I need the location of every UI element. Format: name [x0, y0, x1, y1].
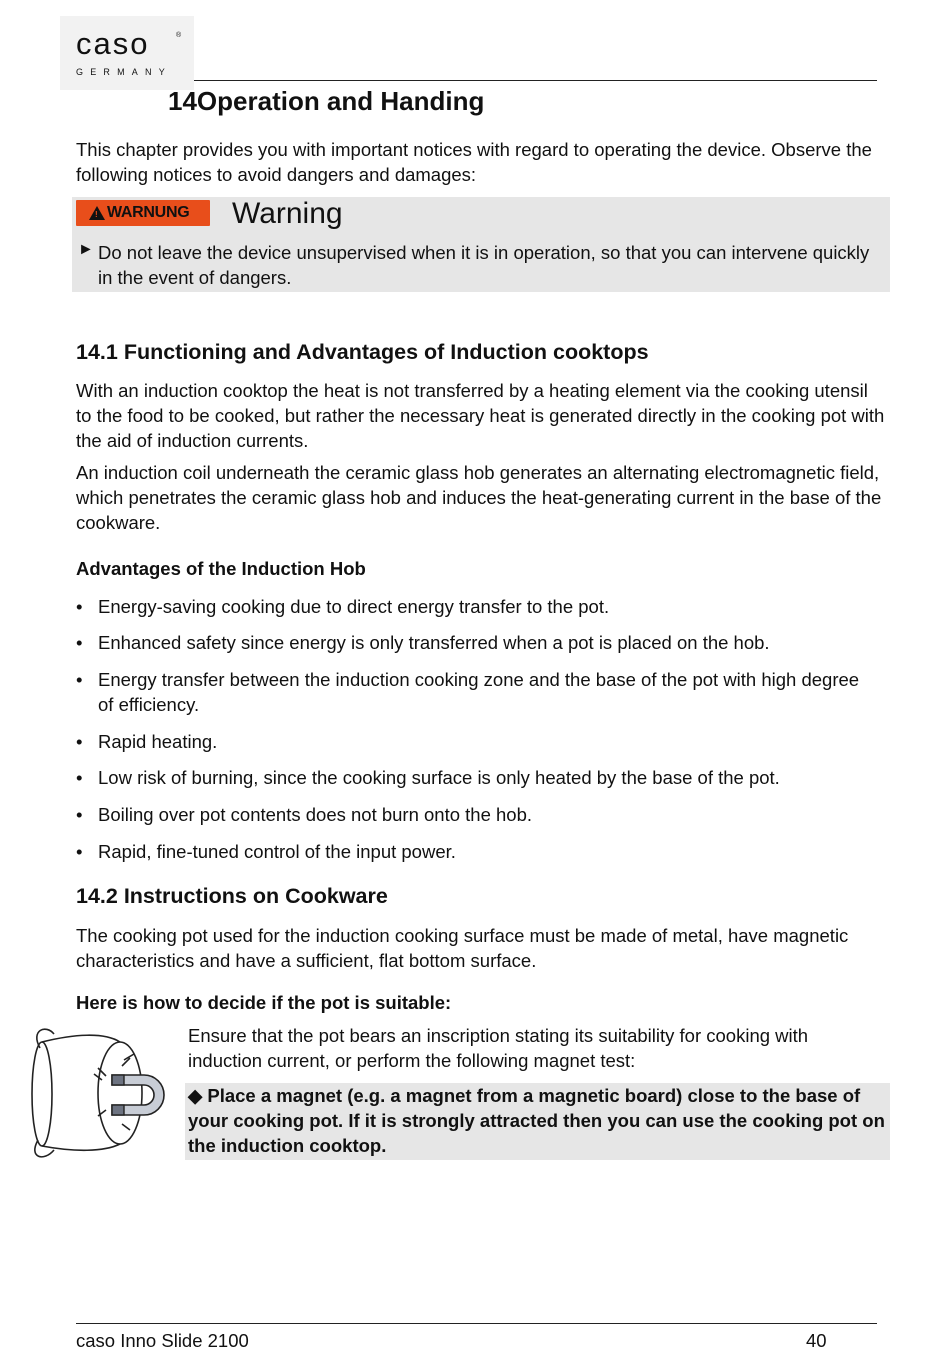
- section-title-14-1: 14.1 Functioning and Advantages of Induction cooktops: [76, 340, 649, 364]
- arrow-right-icon: ►: [78, 241, 94, 258]
- caso-logo: [60, 16, 194, 90]
- section-title-14-2: 14.2 Instructions on Cookware: [76, 884, 388, 908]
- magnet-test-box: [185, 1083, 890, 1160]
- logo-subtitle: GERMANY: [76, 67, 172, 77]
- list-item-text: Energy transfer between the induction cooking zone and the base of the pot with high degree of efficiency.: [98, 669, 860, 715]
- bullet-icon: •: [76, 804, 83, 825]
- header-divider: [194, 80, 877, 81]
- bullet-icon: •: [76, 632, 83, 653]
- section-1-paragraph-1: With an induction cooktop the heat is not transferred by a heating element via the cooking utensil to the food to be cooked, but rather the necessary heat is generated directly in the cooking pot with the aid of induction currents.: [76, 380, 885, 451]
- bullet-icon: •: [76, 669, 83, 690]
- pot-suitability-heading: Here is how to decide if the pot is suitable:: [76, 992, 452, 1013]
- section-1-paragraph-2: An induction coil underneath the ceramic glass hob generates an alternating electromagnetic field, which penetrates the ceramic glass hob and induces the heat-generating current in the base of the cookware.: [76, 462, 882, 533]
- chapter-intro: This chapter provides you with important notices with regard to operating the device. Observe the following notices to avoid dangers and damages:: [76, 139, 872, 185]
- bullet-icon: •: [76, 596, 83, 617]
- advantages-heading: Advantages of the Induction Hob: [76, 558, 366, 579]
- magnet-test-instruction: ◆ Place a magnet (e.g. a magnet from a magnetic board) close to the base of your cooking pot. If it is strongly attracted then you can use the cooking pot on the induction cooktop.: [188, 1085, 885, 1156]
- warning-title: Warning: [232, 197, 343, 230]
- list-item-text: Boiling over pot contents does not burn onto the hob.: [98, 804, 533, 825]
- footer-divider: [76, 1323, 877, 1324]
- list-item-text: Rapid, fine-tuned control of the input power.: [98, 841, 456, 862]
- page-number: 40: [806, 1330, 827, 1351]
- bullet-icon: •: [76, 841, 83, 862]
- list-item-text: Energy-saving cooking due to direct energy transfer to the pot.: [98, 596, 610, 617]
- magnet-icon: [112, 1075, 164, 1115]
- list-item-text: Enhanced safety since energy is only transferred when a pot is placed on the hob.: [98, 632, 770, 653]
- list-item-text: Low risk of burning, since the cooking surface is only heated by the base of the pot.: [98, 767, 780, 788]
- exclamation-icon: !: [95, 210, 98, 219]
- logo-registered-mark: ®: [176, 32, 182, 39]
- pot-magnet-illustration: [24, 1020, 174, 1165]
- bullet-icon: •: [76, 731, 83, 752]
- bullet-icon: •: [76, 767, 83, 788]
- section-2-paragraph: The cooking pot used for the induction cooking surface must be made of metal, have magnetic characteristics and have a sufficient, flat bottom surface.: [76, 925, 849, 971]
- footer-product-name: caso Inno Slide 2100: [76, 1330, 249, 1351]
- warning-text: Do not leave the device unsupervised when it is in operation, so that you can intervene quickly in the event of dangers.: [98, 242, 870, 288]
- logo-wordmark: caso: [76, 26, 150, 61]
- warning-badge-label: WARNUNG: [107, 204, 190, 221]
- magnet-test-intro: Ensure that the pot bears an inscription stating its suitability for cooking with induction current, or perform the following magnet test:: [188, 1025, 809, 1071]
- list-item-text: Rapid heating.: [98, 731, 218, 752]
- chapter-title: 14Operation and Handing: [168, 86, 485, 116]
- warning-box: [72, 197, 890, 292]
- warning-badge: [76, 200, 210, 226]
